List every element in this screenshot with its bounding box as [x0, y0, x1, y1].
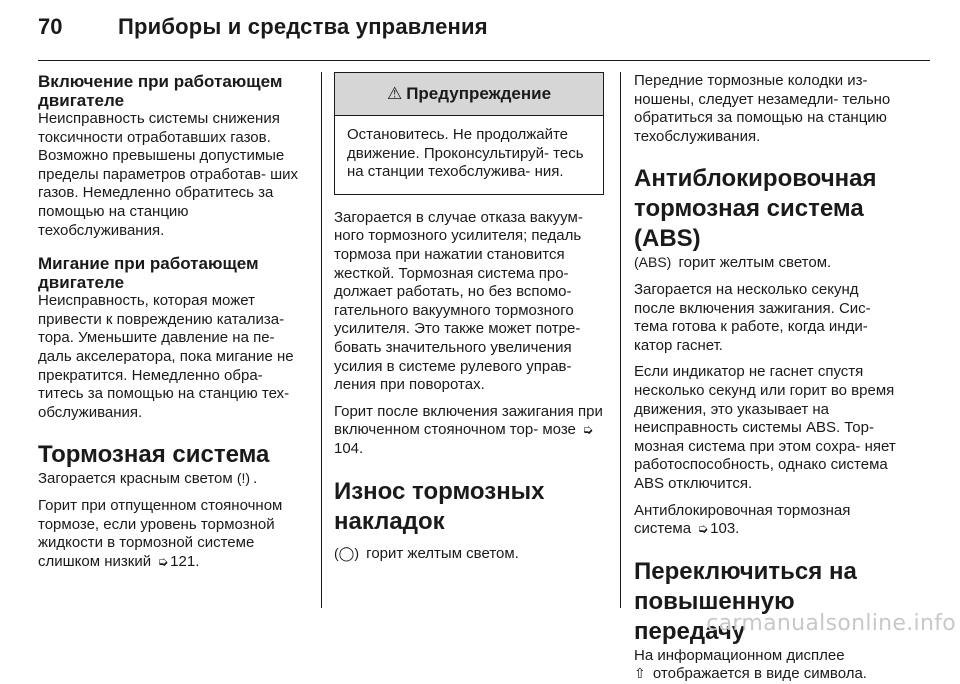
page-number: 70 — [38, 14, 63, 39]
column-middle — [334, 72, 606, 563]
column-right — [634, 72, 900, 684]
upshift-text-1: На информационном дисплее — [634, 646, 845, 664]
heading-brake-system: Тормозная система — [38, 441, 270, 469]
paragraph-brake-red-light — [38, 470, 308, 489]
brake-red-text: Загорается красным светом — [38, 470, 233, 488]
abs-light-text: горит желтым светом. — [678, 254, 832, 272]
warning-body — [335, 116, 603, 194]
paragraph-abs-startup: Загорается на несколько секунд после включения зажигания. Сис‑ тема готова к работе, когда инди‑ катор гаснет. — [634, 280, 871, 354]
paragraph-front-pads-worn: Передние тормозные колодки из‑ ношены, следует незамедли‑ тельно обратиться за помощью на станцию техобслуживания. — [634, 72, 891, 145]
page-reference-arrow-icon: ➭ — [697, 521, 709, 537]
upshift-text-2: отображается в виде символа. — [652, 665, 867, 683]
page-reference-121[interactable]: 121. — [170, 552, 200, 570]
warning-triangle-icon: ⚠ — [386, 84, 403, 103]
column-left — [38, 72, 308, 571]
paragraph-pad-wear-light — [334, 545, 606, 564]
header-divider — [38, 60, 930, 61]
abs-icon: (ABS) — [634, 254, 672, 271]
paragraph-abs-fault: Если индикатор не гаснет спустя несколько секунд или горит во время движения, это указывает на неисправность системы ABS. Тор‑ мозная система при этом сохра‑ няет работоспособность, однако система ABS отключится. — [634, 363, 896, 492]
paragraph-abs-reference — [634, 502, 900, 539]
watermark: carmanualsonline.info — [706, 611, 956, 636]
heading-upshift: Переключиться на повышенную передачу — [634, 557, 857, 645]
brake-fluid-text: Горит при отпущенном стояночном тормозе, если уровень тормозной жидкости в тормозной системе слишком низкий — [38, 496, 283, 570]
heading-flashing-engine-running: Мигание при работающем двигателе — [38, 254, 259, 293]
warning-box — [334, 72, 604, 195]
upshift-icon: ⇧ — [634, 665, 646, 682]
parking-brake-text: Горит после включения зажигания при включенном стояночном тор‑ мозе — [334, 402, 603, 439]
column-divider-left — [321, 72, 322, 608]
brake-pad-wear-icon: (◯) — [334, 544, 359, 561]
page-reference-arrow-icon: ➭ — [582, 422, 593, 438]
paragraph-catalyst-damage: Неисправность, которая может привести к повреждению катализа‑ тора. Уменьшите давление на пе‑ даль акселератора, пока мигание не прекратится. Немедленно обра‑ титесь за помощью на станцию тех‑ обслуживания. — [38, 292, 294, 421]
page-reference-103[interactable]: 103. — [710, 520, 740, 538]
heading-engine-running: Включение при работающем двигателе — [38, 72, 283, 110]
page-reference-104[interactable]: 104. — [334, 439, 364, 457]
column-divider-right — [620, 72, 621, 608]
heading-abs: Антиблокировочная тормозная система (ABS) — [634, 165, 877, 253]
paragraph-upshift — [634, 647, 900, 684]
paragraph-abs-light — [634, 254, 900, 273]
page-title: Приборы и средства управления — [118, 14, 488, 39]
page-reference-arrow-icon: ➭ — [157, 553, 169, 569]
abs-reference-text: Антиблокировочная тормозная система — [634, 501, 851, 538]
brake-red-end: . — [253, 470, 258, 488]
heading-brake-pad-wear: Износ тормозных накладок — [334, 477, 545, 535]
brake-warning-icon: (!) — [236, 470, 251, 487]
page-header — [38, 14, 928, 50]
paragraph-brake-fluid-low — [38, 497, 308, 571]
paragraph-vacuum-booster: Загорается в случае отказа вакуум‑ ного тормозного усилителя; педаль тормоза при нажатии становится жесткой. Тормозная система про‑ должает работать, но без вспомо‑ гательного вакуумного тормозного усилителя. Это также может потре‑ бовать значительного увеличения усилия в системе рулевого управ‑ ления при поворотах. — [334, 208, 583, 394]
warning-text: Остановитесь. Не продолжайте движение. Проконсультируй‑ тесь на станции техобслужива‑ ния. — [347, 126, 584, 181]
warning-title: Предупреждение — [406, 84, 552, 103]
warning-header — [335, 73, 603, 116]
paragraph-emission-fault: Неисправность системы снижения токсичности отработавших газов. Возможно превышены допустимые пределы параметров отработав‑ ших газов. Немедленно обратитесь за помощью на станцию техобслуживания. — [38, 110, 299, 239]
pad-wear-text: горит желтым светом. — [366, 544, 519, 562]
paragraph-parking-brake — [334, 403, 606, 459]
